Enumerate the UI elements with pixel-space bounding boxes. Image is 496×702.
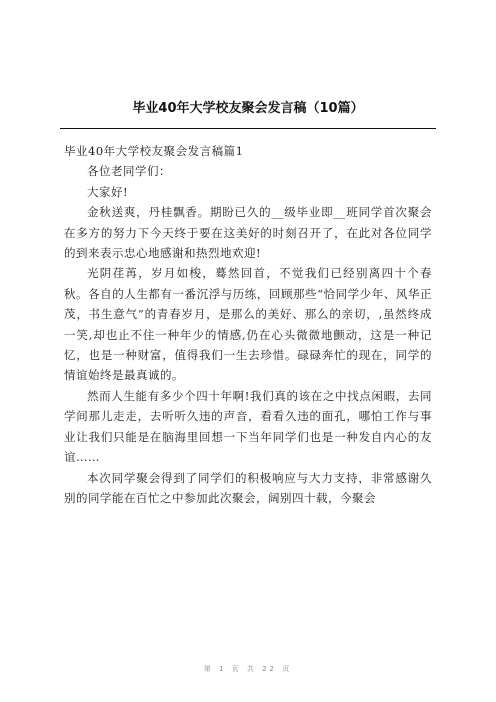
- document-body: [64, 141, 432, 508]
- page-number: 第 1 页 共 22 页: [203, 665, 293, 673]
- section-heading: 毕业40年大学校友聚会发言稿篇1: [64, 144, 244, 158]
- paragraph-salutation: 各位老同学们：: [87, 164, 171, 179]
- paragraph-greeting: 大家好!: [87, 184, 129, 199]
- document-title: 毕业40年大学校友聚会发言稿（10篇）: [132, 101, 364, 116]
- paragraph-body: 金秋送爽，丹桂飘香。期盼已久的__级毕业即__班同学首次聚会在多方的努力下今天终于要在这美好的时刻召开了，在此对各位同学的到来表示忠心地感谢和热烈地欢迎!: [64, 205, 432, 261]
- title-divider: [60, 128, 436, 129]
- paragraph-body: 本次同学聚会得到了同学们的积极响应与大力支持，非常感谢久别的同学能在百忙之中参加此次聚会，阔别四十载，今聚会: [64, 470, 432, 505]
- paragraph-body: 然而人生能有多少个四十年啊!我们真的该在之中找点闲暇，去同学间那儿走走，去听听久违的声音，看看久违的面孔，哪怕工作与事业让我们只能是在脑海里回想一下当年同学们也是一种发自内心的友谊……: [64, 388, 432, 465]
- paragraph-body: 光阴荏苒，岁月如梭，蓦然回首，不觉我们已经别离四十个春秋。各自的人生都有一番沉浮与历练，回顾那些“恰同学少年、风华正茂，书生意气”的青春岁月，是那么的美好、那么的亲切，,虽然终成一笑,却也止不住一种年少的情感,仍在心头微微地颤动，这是一种记忆，也是一种财富，值得我们一生去珍惜。碌碌奔忙的现在，同学的情谊始终是最真诚的。: [64, 266, 432, 383]
